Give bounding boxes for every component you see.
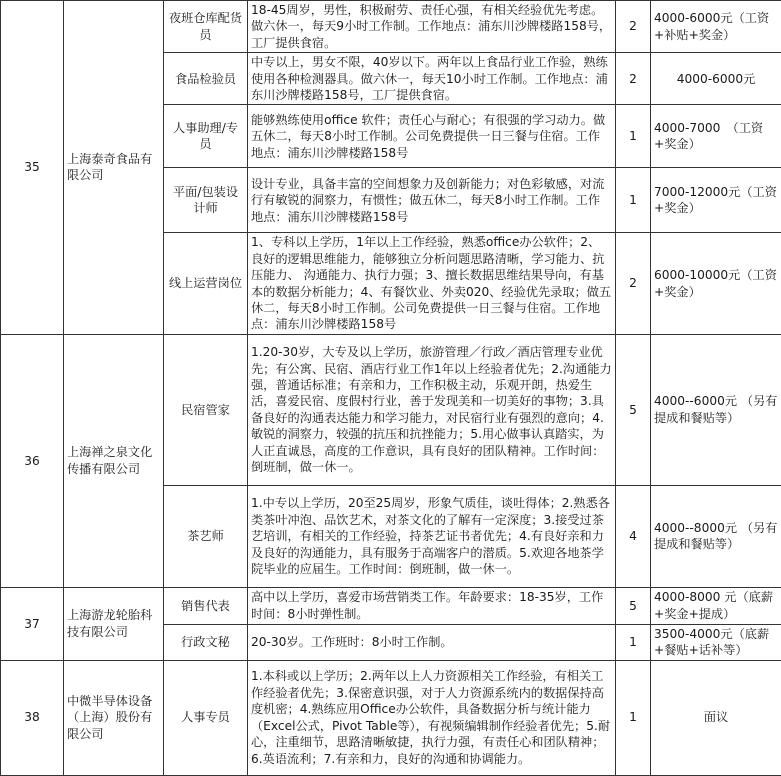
position-name: 食品检验员 [164, 53, 248, 105]
company-name: 上海禅之泉文化传播有限公司 [64, 334, 164, 587]
job-requirements: 1.20-30岁，大专及以上学历，旅游管理／行政／酒店管理专业优先；有公寓、民宿、酒店行业工作1年以上经验者优先；2.沟通能力强，普通话标准；有亲和力，工作积极主动，乐观开朗，热爱生活，喜爱民宿、度假村行业，善于发现美和一切美好的事物；3.具备良好的沟通表达能力和学习能力，对民宿行业有强烈的意向；4.敏锐的洞察力，较强的抗压和抗挫能力；5.用心做事认真踏实，为人正直诚恳，高度的工作意识，具有良好的团队精神。工作时间：倒班制，做一休一。 [248, 334, 616, 485]
position-name: 线上运营岗位 [164, 233, 248, 334]
salary: 4000-6000元 [651, 53, 781, 105]
position-name: 行政文秘 [164, 624, 248, 660]
table-row [1, 334, 781, 485]
job-requirements: 设计专业，具备丰富的空间想象力及创新能力；对色彩敏感，对流行有敏锐的洞察力，有惯性；做五休二，每天8小时工作制。工作地点：浦东川沙牌楼路158号 [248, 168, 616, 233]
job-requirements: 20-30岁。工作班时：8小时工作制。 [248, 624, 616, 660]
salary: 7000-12000元（工资+奖金） [651, 168, 781, 233]
table-row [1, 587, 781, 624]
hiring-count: 1 [616, 624, 651, 660]
job-requirements: 能够熟练使用office 软件；责任心与耐心；有很强的学习动力。做五休二，每天8小时工作制。公司免费提供一日三餐与住宿。工作地点：浦东川沙牌楼路158号 [248, 105, 616, 168]
salary: 4000-7000 （工资+奖金） [651, 105, 781, 168]
job-requirements: 1.本科或以上学历；2.两年以上人力资源相关工作经验，有相关工作经验者优先；3.保密意识强，对于人力资源系统内的数据保持高度机密；4.熟练应用Office办公软件，具备数据分析与统计能力（Excel公式，Pivot Table等），有视频编辑制作经验者优先；5.耐心，注重细节，思路清晰敏捷，执行力强，有责任心和团队精神；6.英语流利；7.有亲和力，良好的沟通和协调能力。 [248, 660, 616, 775]
salary: 3500-4000元（底薪+餐贴+话补等） [651, 624, 781, 660]
table-row [1, 1, 781, 53]
position-name: 茶艺师 [164, 485, 248, 587]
position-name: 夜班仓库配货员 [164, 1, 248, 53]
position-name: 人事专员 [164, 660, 248, 775]
hiring-count: 1 [616, 168, 651, 233]
hiring-count: 5 [616, 334, 651, 485]
salary: 4000--8000元 （另有提成和餐贴等） [651, 485, 781, 587]
hiring-count: 1 [616, 660, 651, 775]
job-requirements: 中专以上，男女不限，40岁以下。两年以上食品行业工作验，熟练使用各种检测器具。做六休一，每天10小时工作制。工作地点：浦东川沙牌楼路158号，工厂提供食宿。 [248, 53, 616, 105]
hiring-count: 2 [616, 1, 651, 53]
hiring-count: 2 [616, 53, 651, 105]
hiring-count: 1 [616, 105, 651, 168]
job-requirements: 1.中专以上学历，20至25周岁，形象气质佳，谈吐得体；2.熟悉各类茶叶冲泡、品饮艺术，对茶文化的了解有一定深度；3.接受过茶艺培训，有相关的工作经验，持茶艺证书者优先；4.有良好亲和力及良好的沟通能力，具有服务于高端客户的潜质。5.欢迎各地茶学院毕业的应届生。工作时间：倒班制，做一休一。 [248, 485, 616, 587]
company-number: 37 [1, 587, 64, 660]
hiring-count: 5 [616, 587, 651, 624]
job-requirements: 1、专科以上学历，1年以上工作经验，熟悉office办公软件；2、良好的逻辑思维能力，能够独立分析问题思路清晰，学习能力、抗压能力、 沟通能力、执行力强；3、擅长数据思维结果导向，有基本的数据分析能力；4、有餐饮业、外卖020、经验优先录取；做五休二，每天8小时工作制。公司免费提供一日三餐与住宿。工作地点：浦东川沙牌楼路158号 [248, 233, 616, 334]
salary: 4000--6000元 （另有提成和餐贴等） [651, 334, 781, 485]
job-requirements: 高中以上学历，喜爱市场营销类工作。年龄要求：18-35岁，工作时间：8小时弹性制。 [248, 587, 616, 624]
job-requirements: 18-45周岁，男性，积极耐劳、责任心强，有相关经验优先考虑。做六休一，每天9小时工作制。工作地点：浦东川沙牌楼路158号，工厂提供食宿。 [248, 1, 616, 53]
position-name: 人事助理/专员 [164, 105, 248, 168]
salary: 面议 [651, 660, 781, 775]
company-name: 中微半导体设备（上海）股份有限公司 [64, 660, 164, 775]
company-name: 上海泰奇食品有限公司 [64, 1, 164, 335]
hiring-count: 2 [616, 233, 651, 334]
position-name: 销售代表 [164, 587, 248, 624]
company-number: 35 [1, 1, 64, 335]
hiring-count: 4 [616, 485, 651, 587]
position-name: 民宿管家 [164, 334, 248, 485]
salary: 4000-8000 元（底薪+奖金+提成） [651, 587, 781, 624]
salary: 4000-6000元（工资+补贴+奖金） [651, 1, 781, 53]
table-row [1, 660, 781, 775]
company-name: 上海游龙轮胎科技有限公司 [64, 587, 164, 660]
company-number: 36 [1, 334, 64, 587]
position-name: 平面/包装设计师 [164, 168, 248, 233]
company-number: 38 [1, 660, 64, 775]
salary: 6000-10000元（工资+奖金） [651, 233, 781, 334]
